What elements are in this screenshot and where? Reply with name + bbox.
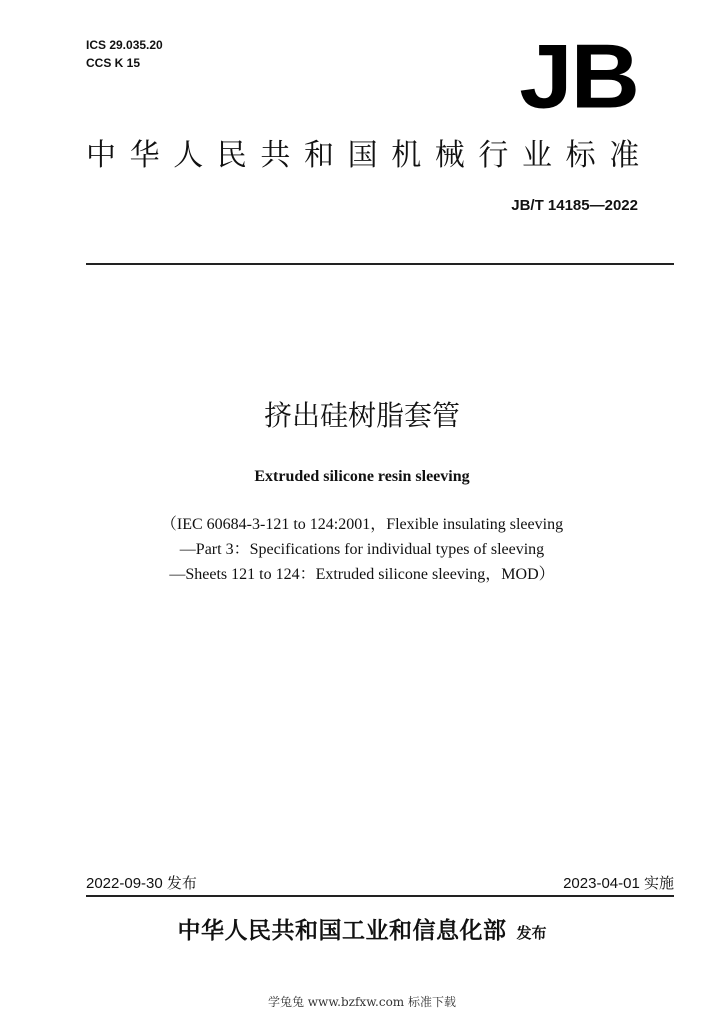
- standard-number: JB/T 14185—2022: [511, 197, 638, 214]
- top-divider: [86, 263, 674, 265]
- reference-line: （IEC 60684-3-121 to 124:2001，Flexible insulating sleeving: [160, 516, 564, 533]
- reference-standard: [0, 512, 724, 587]
- ics-code: ICS 29.035.20: [86, 38, 163, 52]
- implementation-date: 2023-04-01 实施: [563, 875, 674, 892]
- issuer-suffix: 发布: [516, 924, 547, 942]
- issuer-name: 中华人民共和国工业和信息化部: [177, 918, 507, 944]
- footer-watermark: 学兔兔 www.bzfxw.com 标准下载: [267, 995, 457, 1009]
- jb-logo: JB: [519, 25, 638, 128]
- title-chinese: 挤出硅树脂套管: [263, 399, 460, 432]
- issue-date: 2022-09-30 发布: [86, 875, 197, 892]
- organization-header: 中华人民共和国机械行业标准: [86, 138, 653, 173]
- ccs-code: CCS K 15: [86, 56, 141, 70]
- issuer: [0, 914, 724, 950]
- title-english: Extruded silicone resin sleeving: [254, 468, 470, 485]
- reference-line: —Part 3：Specifications for individual types of sleeving: [179, 541, 545, 558]
- reference-line: —Sheets 121 to 124：Extruded silicone sleeving，MOD）: [169, 566, 555, 583]
- bottom-divider: [86, 895, 674, 897]
